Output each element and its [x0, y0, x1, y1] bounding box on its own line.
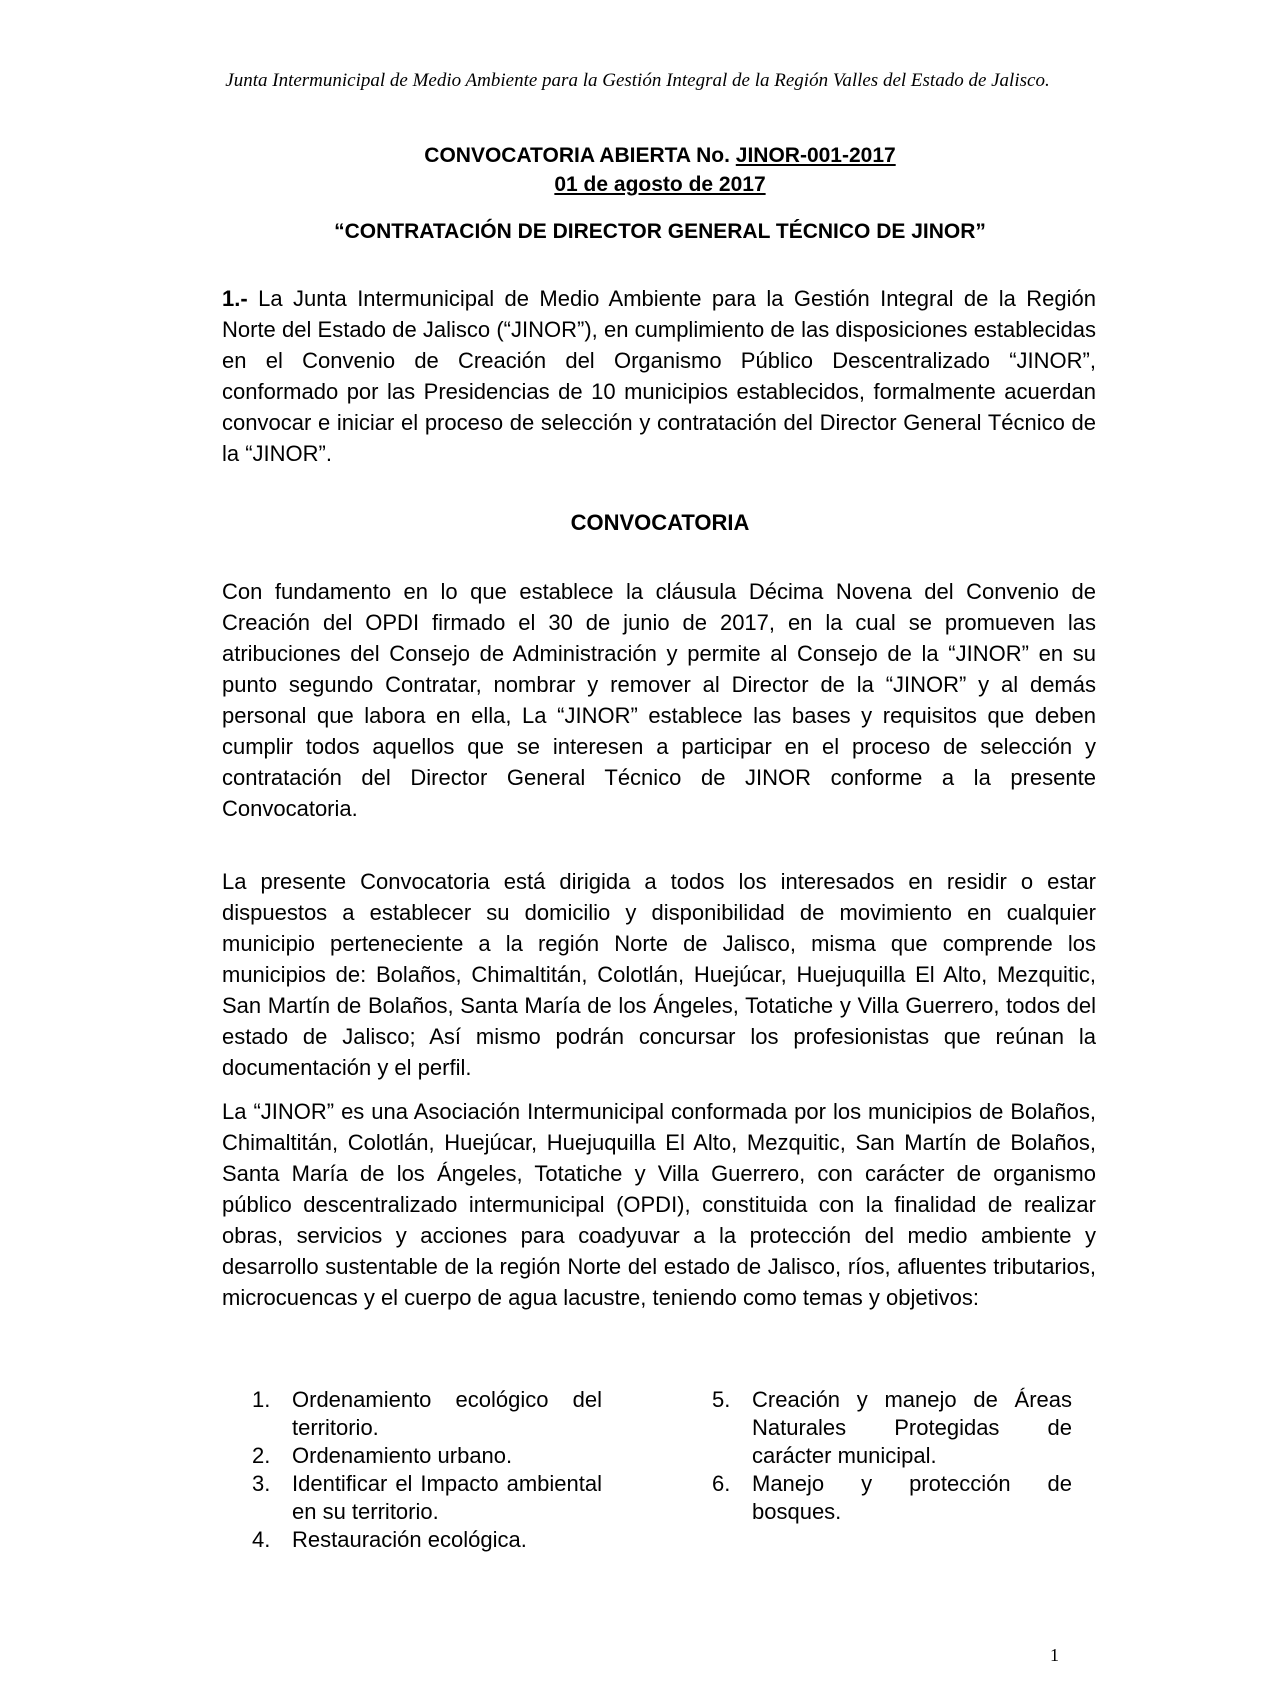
- list-item-text: Manejo y protección de bosques.: [752, 1471, 1072, 1524]
- list-item-text: Ordenamiento urbano.: [292, 1443, 513, 1468]
- document-subtitle: “CONTRATACIÓN DE DIRECTOR GENERAL TÉCNICO DE JINOR”: [334, 220, 986, 243]
- list-item: [252, 1442, 602, 1470]
- list-item: [712, 1386, 1072, 1470]
- list-item: [712, 1470, 1072, 1526]
- paragraph-1-text: La Junta Intermunicipal de Medio Ambiente para la Gestión Integral de la Región Norte del Estado de Jalisco (“JINOR”), en cumplimiento de las disposiciones establecidas en el Convenio de Creación del Organismo Público Descentralizado “JINOR”, conformado por las Presidencias de 10 municipios establecidos, formalmente acuerdan convocar e iniciar el proceso de selección y contratación del Director General Técnico de la “JINOR”.: [222, 286, 1096, 466]
- objectives-list-left: [252, 1386, 602, 1554]
- title-line: [0, 141, 1275, 170]
- list-item: [252, 1526, 602, 1554]
- list-item-number: 6.: [712, 1471, 731, 1496]
- paragraph-2: Con fundamento en lo que establece la cláusula Décima Novena del Convenio de Creación del OPDI firmado el 30 de junio de 2017, en la cual se promueven las atribuciones del Consejo de Administración y permite al Consejo de la “JINOR” en su punto segundo Contratar, nombrar y remover al Director de la “JINOR” y al demás personal que labora en ella, La “JINOR” establece las bases y requisitos que deben cumplir todos aquellos que se interesen a participar en el proceso de selección y contratación del Director General Técnico de JINOR conforme a la presente Convocatoria.: [222, 579, 1096, 821]
- list-item: [252, 1470, 602, 1526]
- list-item-number: 3.: [252, 1471, 271, 1496]
- section-heading: CONVOCATORIA: [570, 510, 750, 535]
- list-item-text: Creación y manejo de Áreas Naturales Protegidas de carácter municipal.: [752, 1387, 1072, 1468]
- list-item-text: Restauración ecológica.: [292, 1527, 527, 1552]
- list-item-number: 5.: [712, 1387, 731, 1412]
- objectives-list-right: [712, 1386, 1072, 1526]
- list-item-number: 4.: [252, 1527, 271, 1552]
- document-title: [0, 141, 1275, 199]
- list-item: [252, 1386, 602, 1442]
- list-item-number: 1.: [252, 1387, 271, 1412]
- list-item-text: Ordenamiento ecológico del territorio.: [292, 1387, 602, 1440]
- paragraph-1: [222, 283, 1096, 469]
- list-item-number: 2.: [252, 1443, 271, 1468]
- convocatoria-date: 01 de agosto de 2017: [554, 173, 766, 196]
- page-number: 1: [1050, 1645, 1059, 1665]
- paragraph-1-number: 1.-: [222, 286, 248, 311]
- list-item-text: Identificar el Impacto ambiental en su territorio.: [292, 1471, 602, 1524]
- paragraph-4: La “JINOR” es una Asociación Intermunicipal conformada por los municipios de Bolaños, Chimaltitán, Colotlán, Huejúcar, Huejuquilla El Alto, Mezquitic, San Martín de Bolaños, Santa María de los Ángeles, Totatiche y Villa Guerrero, con carácter de organismo público descentralizado intermunicipal (OPDI), constituida con la finalidad de realizar obras, servicios y acciones para coadyuvar a la protección del medio ambiente y desarrollo sustentable de la región Norte del estado de Jalisco, ríos, afluentes tributarios, microcuencas y el cuerpo de agua lacustre, teniendo como temas y objetivos:: [222, 1099, 1096, 1310]
- paragraph-3: La presente Convocatoria está dirigida a todos los interesados en residir o estar dispuestos a establecer su domicilio y disponibilidad de movimiento en cualquier municipio perteneciente a la región Norte de Jalisco, misma que comprende los municipios de: Bolaños, Chimaltitán, Colotlán, Huejúcar, Huejuquilla El Alto, Mezquitic, San Martín de Bolaños, Santa María de los Ángeles, Totatiche y Villa Guerrero, todos del estado de Jalisco; Así mismo podrán concursar los profesionistas que reúnan la documentación y el perfil.: [222, 869, 1096, 1080]
- convocatoria-code: JINOR-001-2017: [735, 144, 896, 167]
- running-header: Junta Intermunicipal de Medio Ambiente para la Gestión Integral de la Región Valles del Estado de Jalisco.: [225, 70, 1050, 91]
- title-prefix: CONVOCATORIA ABIERTA No.: [424, 144, 736, 167]
- title-date-line: [0, 170, 1275, 199]
